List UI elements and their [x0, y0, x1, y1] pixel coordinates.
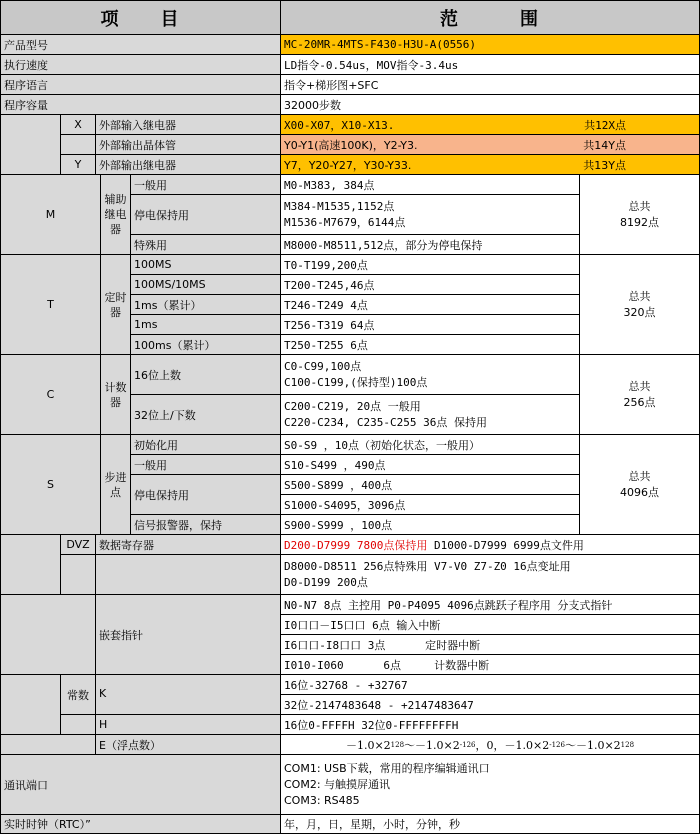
- lang-label: 程序语言: [0, 74, 281, 95]
- c-group: 计数器: [100, 354, 131, 435]
- e-exp: -126: [549, 740, 565, 749]
- s-group: 步进点: [100, 434, 131, 535]
- cap-value: 32000步数: [280, 94, 700, 115]
- t-total: [579, 254, 700, 355]
- t-row-label: 1ms（累计）: [130, 294, 281, 315]
- dvz-value: [280, 534, 700, 555]
- m-total-line: 8192点: [620, 215, 659, 229]
- nest-line: I0口口－I5口口 6点 输入中断: [280, 614, 700, 635]
- c-line: C0-C99,100点: [284, 359, 362, 373]
- m-row-label: 一般用: [130, 174, 281, 195]
- y-code: Y: [60, 154, 96, 175]
- m-line: M1536-M7679，6144点: [284, 215, 406, 229]
- m-row-value: [280, 194, 580, 235]
- t-group: 定时器: [100, 254, 131, 355]
- cap-label: 程序容量: [0, 94, 281, 115]
- c-row-value: [280, 394, 580, 435]
- comm-line: COM3: RS485: [284, 793, 360, 807]
- header-item: 项 目: [0, 0, 281, 35]
- m-code: M: [0, 174, 101, 255]
- c-total: [579, 354, 700, 435]
- k-line: 32位-2147483648 - +2147483647: [280, 694, 700, 715]
- model-label: 产品型号: [0, 34, 281, 55]
- m-row-value: M0-M383, 384点: [280, 174, 580, 195]
- h-blank: [60, 714, 96, 735]
- dvz-extra-label: [95, 554, 281, 595]
- c-row-label: 16位上数: [130, 354, 281, 395]
- s-row-value: S500-S899 ，400点: [280, 474, 580, 495]
- t-row-value: T200-T245,46点: [280, 274, 580, 295]
- h-label: H: [95, 714, 281, 735]
- rtc-label: 实时时钟（RTC）”: [0, 814, 281, 834]
- c-code: C: [0, 354, 101, 435]
- t-row-value: T246-T249 4点: [280, 294, 580, 315]
- m-row-value: M8000-M8511,512点，部分为停电保持: [280, 234, 580, 255]
- s-total-line: 总共: [628, 469, 651, 483]
- header-range: 范 围: [280, 0, 700, 35]
- s-row-value: S10-S499 ，490点: [280, 454, 580, 475]
- s-row-label: 初始化用: [130, 434, 281, 455]
- c-line: C200-C219, 20点 一般用: [284, 399, 421, 413]
- dvz-black-part: D1000-D7999 6999点文件用: [427, 538, 584, 552]
- comm-label: 通讯端口: [0, 754, 281, 815]
- e-blank: [0, 734, 96, 755]
- s-row-value: S900-S999 ，100点: [280, 514, 580, 535]
- k-line: 16位-32768 - +32767: [280, 674, 700, 695]
- t-total-line: 320点: [623, 305, 656, 319]
- dvz-extra-value: [280, 554, 700, 595]
- m-row-label: 停电保持用: [130, 194, 281, 235]
- t-code: T: [0, 254, 101, 355]
- m-line: M384-M1535,1152点: [284, 199, 395, 213]
- y-total: 共13Y点: [583, 158, 626, 172]
- m-total: [579, 174, 700, 255]
- t-row-label: 1ms: [130, 314, 281, 335]
- yt-label: 外部输出晶体管: [95, 134, 281, 155]
- e-label: E（浮点数）: [95, 734, 281, 755]
- yt-range: Y0-Y1(高速100K)，Y2-Y3.: [284, 138, 418, 152]
- s-row-label: 一般用: [130, 454, 281, 475]
- dvz-line: D0-D199 200点: [284, 575, 368, 589]
- s-total-line: 4096点: [620, 485, 659, 499]
- t-row-label: 100ms（累计）: [130, 334, 281, 355]
- s-row-value: S0-S9 ，10点（初始化状态，一般用）: [280, 434, 580, 455]
- c-row-label: 32位上/下数: [130, 394, 281, 435]
- e-part: ～－1.0×2: [404, 738, 460, 752]
- rtc-value: 年，月，日，星期，小时，分钟，秒: [280, 814, 700, 834]
- s-row-label: 信号报警器，保持: [130, 514, 281, 535]
- c-line: C100-C199,(保持型)100点: [284, 375, 428, 389]
- dvz-extra-code: [60, 554, 96, 595]
- t-total-line: 总共: [628, 289, 651, 303]
- e-exp: 128: [620, 740, 635, 749]
- e-part: －1.0×2: [345, 738, 391, 752]
- lang-value: 指令+梯形图+SFC: [280, 74, 700, 95]
- t-row-value: T250-T255 6点: [280, 334, 580, 355]
- s-code: S: [0, 434, 101, 535]
- io-blank: [0, 114, 61, 175]
- x-label: 外部输入继电器: [95, 114, 281, 135]
- dvz-line: D8000-D8511 256点特殊用 V7-V0 Z7-Z0 16点变址用: [284, 559, 571, 573]
- c-line: C220-C234, C235-C255 36点 保持用: [284, 415, 487, 429]
- nest-label: 嵌套指针: [95, 594, 281, 675]
- t-row-label: 100MS/10MS: [130, 274, 281, 295]
- m-row-label: 特殊用: [130, 234, 281, 255]
- m-total-line: 总共: [628, 199, 651, 213]
- e-exp: 128: [390, 740, 405, 749]
- nest-line: I010-I060 6点 计数器中断: [280, 654, 700, 675]
- dvz-code: DVZ: [60, 534, 96, 555]
- m-group: 辅助继电器: [100, 174, 131, 255]
- dvz-blank: [0, 534, 61, 595]
- y-range-cell: [280, 154, 700, 175]
- comm-line: COM2: 与触摸屏通讯: [284, 777, 391, 791]
- comm-value: [280, 754, 700, 815]
- e-value: [280, 734, 700, 755]
- k-label: K: [95, 674, 281, 715]
- x-code: X: [60, 114, 96, 135]
- comm-line: COM1: USB下载，常用的程序编辑通讯口: [284, 761, 490, 775]
- yt-range-cell: [280, 134, 700, 155]
- h-value: 16位0-FFFFH 32位0-FFFFFFFFH: [280, 714, 700, 735]
- dvz-label: 数据寄存器: [95, 534, 281, 555]
- y-range: Y7，Y20-Y27，Y30-Y33.: [284, 158, 412, 172]
- e-part: ，0，－1.0×2: [475, 738, 550, 752]
- t-row-value: T0-T199,200点: [280, 254, 580, 275]
- c-row-value: [280, 354, 580, 395]
- dvz-red-part: D200-D7999 7800点保持用: [284, 538, 428, 552]
- speed-value: LD指令-0.54us，MOV指令-3.4us: [280, 54, 700, 75]
- t-row-label: 100MS: [130, 254, 281, 275]
- nest-blank: [0, 594, 96, 675]
- x-range: X00-X07，X10-X13.: [284, 118, 395, 132]
- yt-total: 共14Y点: [583, 138, 626, 152]
- const-label: 常数: [60, 674, 96, 715]
- model-value: MC-20MR-4MTS-F430-H3U-A(0556): [280, 34, 700, 55]
- t-row-value: T256-T319 64点: [280, 314, 580, 335]
- yt-code: [60, 134, 96, 155]
- x-total: 共12X点: [584, 118, 626, 132]
- e-exp: -126: [459, 740, 476, 749]
- c-total-line: 256点: [623, 395, 656, 409]
- e-part: ～－1.0×2: [564, 738, 621, 752]
- nest-line: N0-N7 8点 主控用 P0-P4095 4096点跳跃子程序用 分支式指针: [280, 594, 700, 615]
- s-row-label: 停电保持用: [130, 474, 281, 515]
- c-total-line: 总共: [628, 379, 651, 393]
- s-row-value: S1000-S4095，3096点: [280, 494, 580, 515]
- x-range-cell: [280, 114, 700, 135]
- const-blank: [0, 674, 61, 735]
- y-label: 外部输出继电器: [95, 154, 281, 175]
- s-total: [579, 434, 700, 535]
- speed-label: 执行速度: [0, 54, 281, 75]
- nest-line: I6口口-I8口口 3点 定时器中断: [280, 634, 700, 655]
